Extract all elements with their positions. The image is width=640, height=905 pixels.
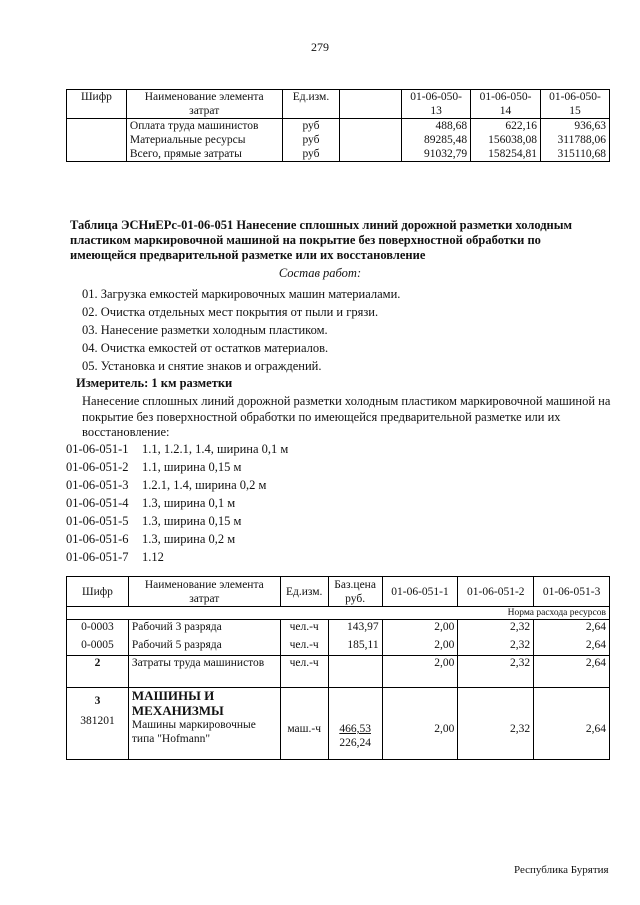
table-row	[67, 133, 610, 147]
row-value: 2,00	[382, 620, 458, 638]
header-name: Наименование элемента затрат	[126, 90, 282, 119]
row-value: 2,32	[458, 638, 534, 656]
work-item: 01. Загрузка емкостей маркировочных машин материалами.	[82, 287, 401, 301]
header-col1: 01-06-050-13	[402, 90, 471, 119]
row-value: 622,16	[471, 119, 541, 134]
machines-code-cell	[67, 688, 129, 760]
machine-price-bottom: 226,24	[339, 737, 371, 749]
row-unit: руб	[282, 119, 340, 134]
row-unit: чел.-ч	[280, 656, 328, 688]
footer-region: Республика Бурятия	[514, 864, 609, 876]
row-unit: чел.-ч	[280, 620, 328, 638]
code-item	[66, 460, 241, 475]
row-value: 89285,48	[402, 133, 471, 147]
table-row	[67, 638, 610, 656]
row-name: Рабочий 3 разряда	[128, 620, 280, 638]
work-item: 04. Очистка емкостей от остатков материалов.	[82, 341, 329, 355]
header-col1: 01-06-051-1	[382, 577, 458, 607]
code-text: 1.3, ширина 0,15 м	[142, 514, 242, 528]
row-value: 156038,08	[471, 133, 541, 147]
header-col2: 01-06-050-14	[471, 90, 541, 119]
machine-value: 2,64	[585, 723, 606, 735]
code-id: 01-06-051-6	[66, 532, 129, 546]
machine-unit: маш.-ч	[287, 723, 321, 735]
code-item	[66, 550, 164, 565]
table-row	[67, 620, 610, 638]
header-col2: 01-06-051-2	[458, 577, 534, 607]
code-text: 1.3, ширина 0,1 м	[142, 496, 236, 510]
machines-price-cell	[328, 688, 382, 760]
header-col3: 01-06-051-3	[534, 577, 610, 607]
code-item	[66, 514, 241, 529]
row-unit: руб	[282, 133, 340, 147]
row-unit: чел.-ч	[280, 638, 328, 656]
resources-table-continued	[66, 89, 610, 162]
header-unit: Ед.изм.	[280, 577, 328, 607]
row-value: 2,00	[382, 656, 458, 688]
row-value: 2,00	[382, 638, 458, 656]
code-text: 1.3, ширина 0,2 м	[142, 532, 236, 546]
row-price: 143,97	[328, 620, 382, 638]
code-id: 01-06-051-3	[66, 478, 129, 492]
row-price	[328, 656, 382, 688]
row-value: 2,64	[534, 620, 610, 638]
machines-unit-cell	[280, 688, 328, 760]
row-value: 315110,68	[541, 147, 610, 162]
header-col3: 01-06-050-15	[541, 90, 610, 119]
header-code: Шифр	[67, 577, 129, 607]
row-name: Материальные ресурсы	[126, 133, 282, 147]
row-code: 2	[67, 656, 129, 688]
header-code: Шифр	[67, 90, 127, 119]
machines-section-row	[67, 688, 610, 760]
row-value: 158254,81	[471, 147, 541, 162]
row-code: 0-0003	[67, 620, 129, 638]
measurement-unit: Измеритель: 1 км разметки	[76, 376, 233, 390]
code-text: 1.2.1, 1.4, ширина 0,2 м	[142, 478, 267, 492]
code-text: 1.12	[142, 550, 164, 564]
row-value: 311788,06	[541, 133, 610, 147]
work-item: 02. Очистка отдельных мест покрытия от пыли и грязи.	[82, 305, 379, 319]
row-price: 185,11	[328, 638, 382, 656]
section-name: МАШИНЫ И МЕХАНИЗМЫ	[131, 688, 224, 718]
header-unit: Ед.изм.	[282, 90, 340, 119]
row-name: Всего, прямые затраты	[126, 147, 282, 162]
row-name: Оплата труда машинистов	[126, 119, 282, 134]
table-header-row	[67, 90, 610, 119]
section-code: 3	[94, 695, 101, 707]
machine-name: Машины маркировочные типа "Hofmann"	[131, 719, 256, 745]
machine-price-top: 466,53	[339, 723, 371, 735]
table-row	[67, 656, 610, 688]
header-name: Наименование элемента затрат	[128, 577, 280, 607]
row-value: 2,64	[534, 656, 610, 688]
norm-label-row	[67, 607, 610, 620]
code-item	[66, 478, 266, 493]
work-item: 03. Нанесение разметки холодным пластиком.	[82, 323, 328, 337]
code-text: 1.1, ширина 0,15 м	[142, 460, 242, 474]
row-value: 2,32	[458, 620, 534, 638]
row-value: 2,64	[534, 638, 610, 656]
row-name: Рабочий 5 разряда	[128, 638, 280, 656]
table-header-row	[67, 577, 610, 607]
code-text: 1.1, 1.2.1, 1.4, ширина 0,1 м	[142, 442, 289, 456]
code-id: 01-06-051-5	[66, 514, 129, 528]
code-id: 01-06-051-4	[66, 496, 129, 510]
row-name: Затраты труда машинистов	[128, 656, 280, 688]
row-value: 488,68	[402, 119, 471, 134]
work-item: 05. Установка и снятие знаков и ограждений.	[82, 359, 322, 373]
description: Нанесение сплошных линий дорожной разметки холодным пластиком маркировочной машиной на покрытие без поверхностной обработки по имеющейся предварительной разметке или их восстановление:	[82, 394, 611, 439]
row-unit: руб	[282, 147, 340, 162]
resource-norms-table	[66, 576, 610, 760]
code-item	[66, 442, 288, 457]
header-price: Баз.цена руб.	[328, 577, 382, 607]
code-id: 01-06-051-2	[66, 460, 129, 474]
page-number: 279	[311, 40, 329, 54]
code-id: 01-06-051-1	[66, 442, 129, 456]
table-row	[67, 119, 610, 134]
code-item	[66, 532, 235, 547]
machines-col2-cell	[458, 688, 534, 760]
row-value: 2,32	[458, 656, 534, 688]
machine-value: 2,32	[510, 723, 531, 735]
row-value: 91032,79	[402, 147, 471, 162]
header-price	[340, 90, 402, 119]
code-item	[66, 496, 235, 511]
code-id: 01-06-051-7	[66, 550, 129, 564]
work-heading: Состав работ:	[278, 266, 362, 280]
machines-col1-cell	[382, 688, 458, 760]
machine-code: 381201	[80, 715, 115, 727]
machines-col3-cell	[534, 688, 610, 760]
table-row	[67, 147, 610, 162]
machines-name-cell	[128, 688, 280, 760]
machine-value: 2,00	[434, 723, 455, 735]
row-value: 936,63	[541, 119, 610, 134]
norm-label: Норма расхода ресурсов	[382, 607, 609, 620]
section-title: Таблица ЭСНиЕРс-01-06-051 Нанесение сплошных линий дорожной разметки холодным пластиком маркировочной машиной на покрытие без поверхностной обработки по имеющейся предварительной разметке или их восстановление	[70, 218, 573, 262]
row-code: 0-0005	[67, 638, 129, 656]
